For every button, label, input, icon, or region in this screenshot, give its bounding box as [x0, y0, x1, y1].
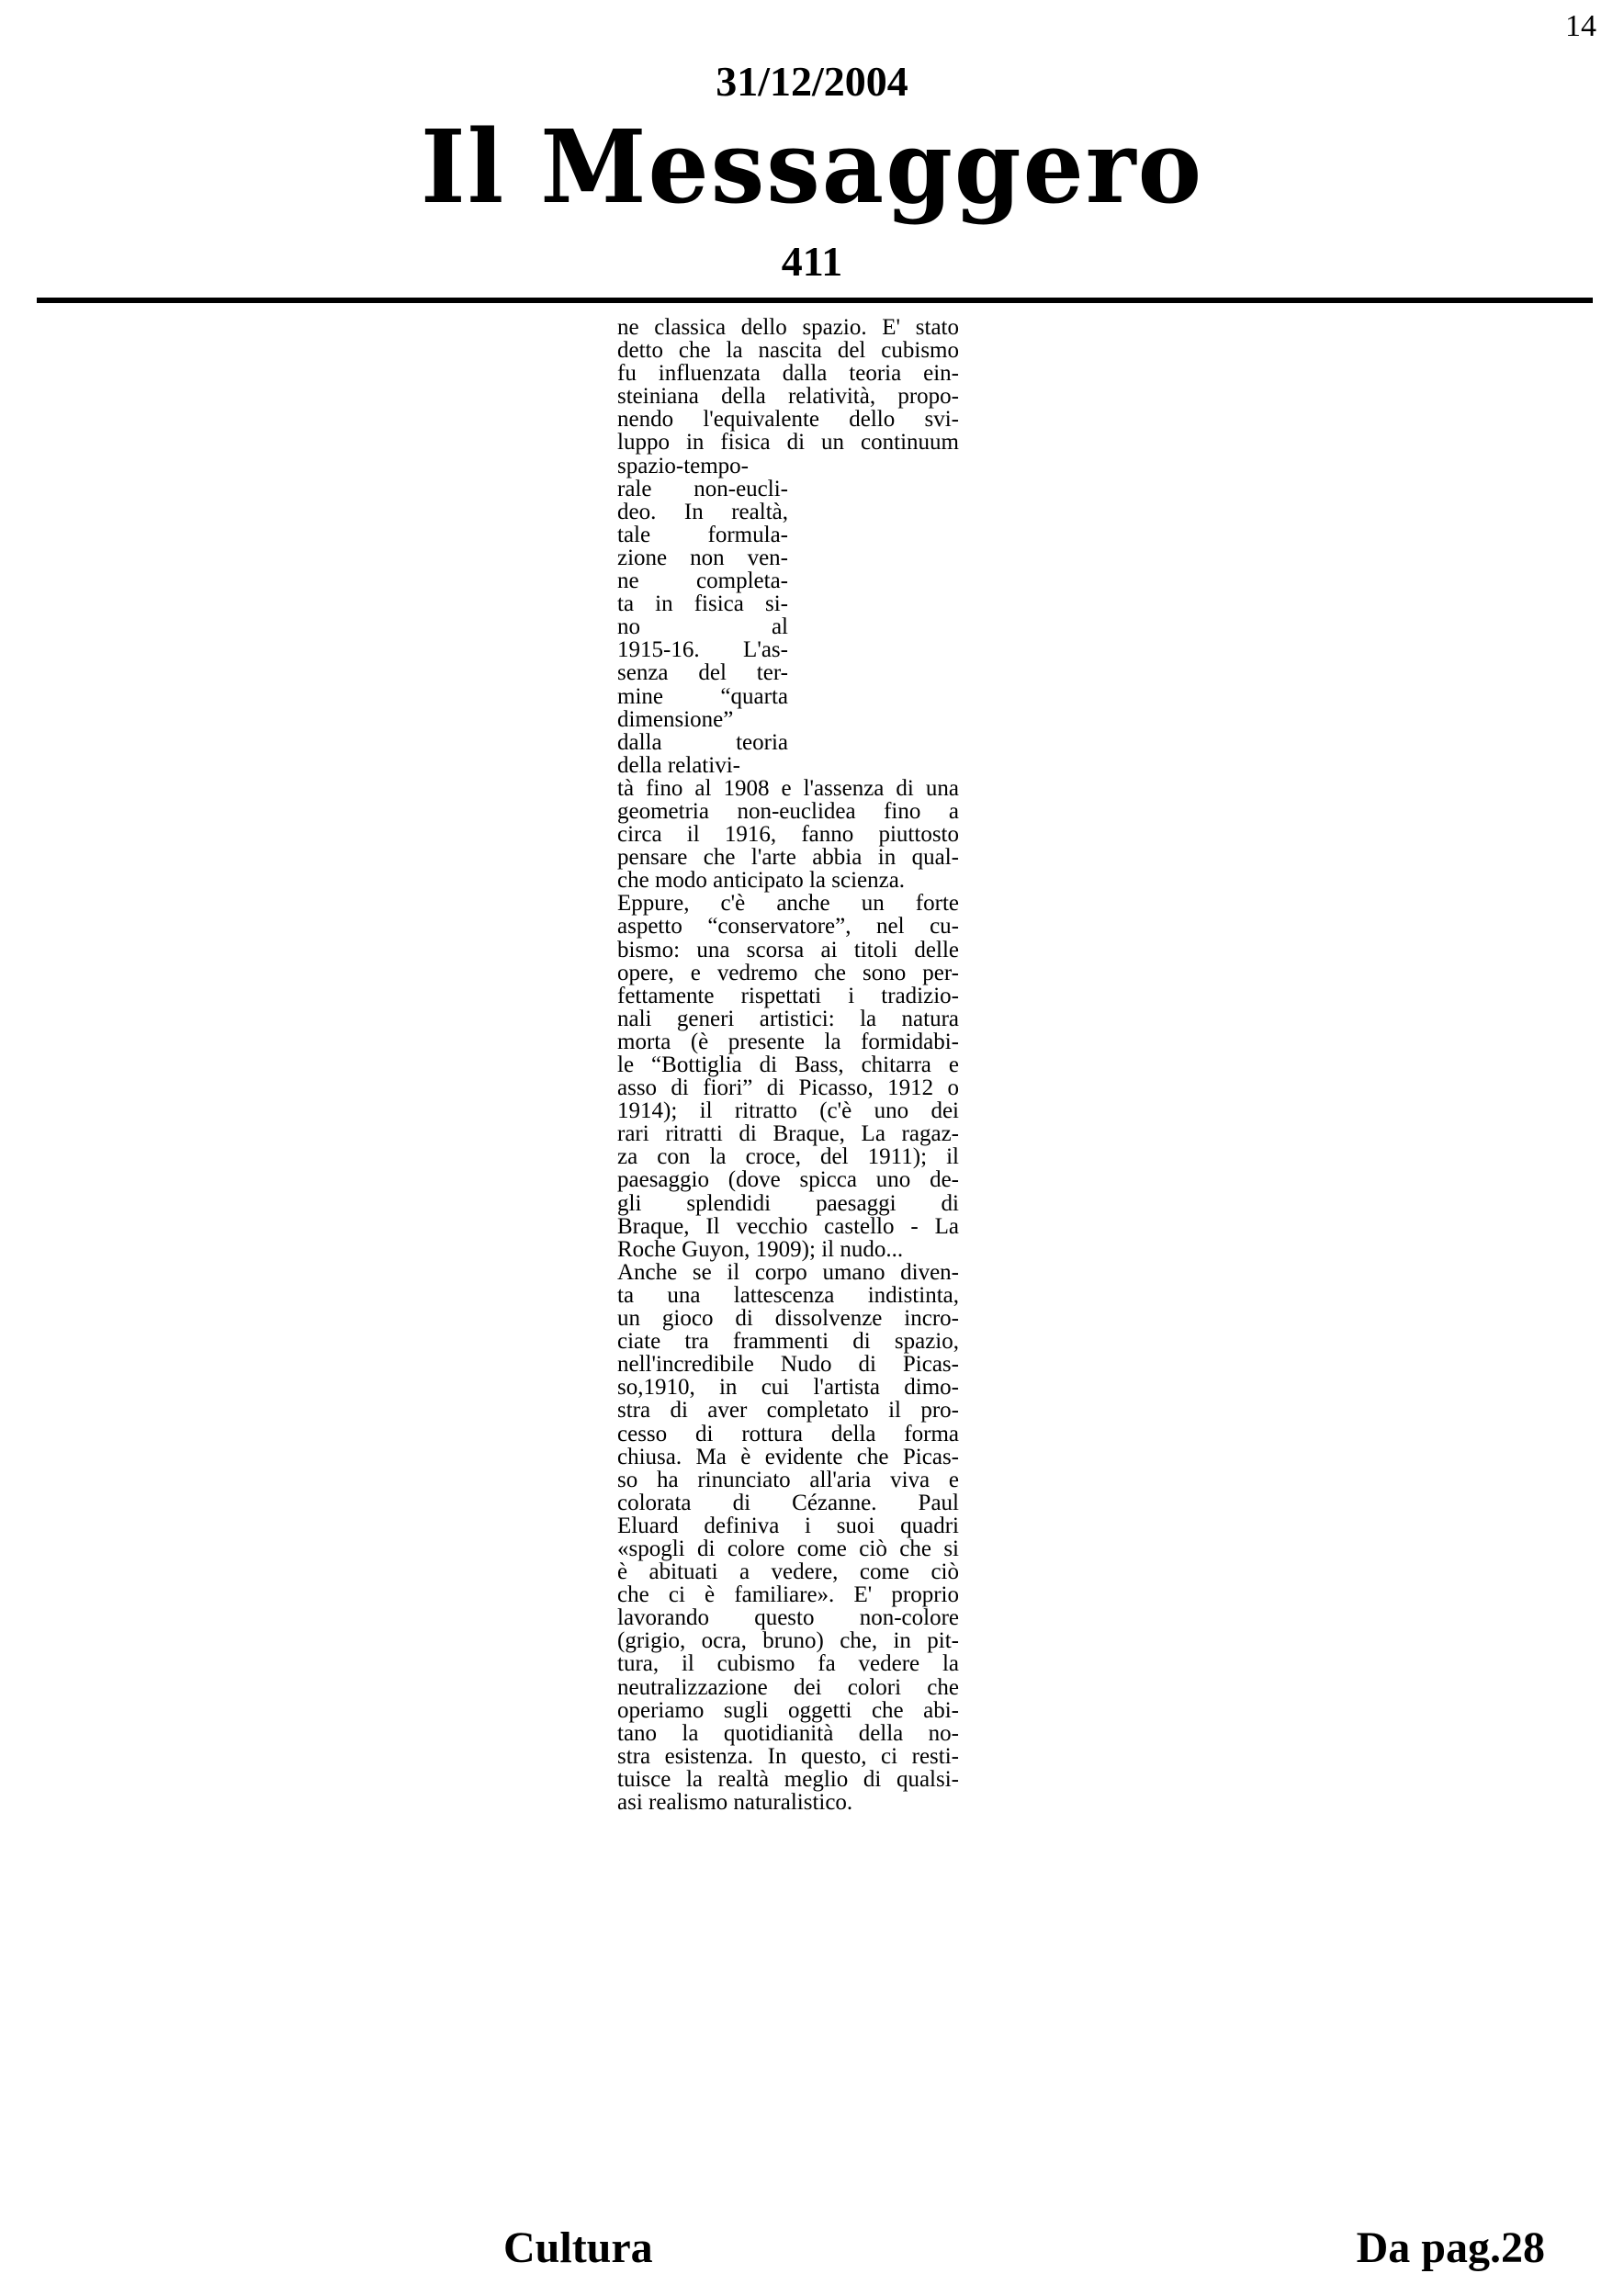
- article-line: 1914); il ritratto (c'è uno dei: [617, 1098, 959, 1124]
- article-line: ne classica dello spazio. E' stato: [617, 315, 959, 340]
- article-line: stra esistenza. In questo, ci resti-: [617, 1743, 959, 1769]
- article-line: so ha rinunciato all'aria viva e: [617, 1467, 959, 1492]
- article-line: tale formula-: [617, 522, 788, 547]
- article-line: nell'incredibile Nudo di Picas-: [617, 1352, 959, 1378]
- article-line: le “Bottiglia di Bass, chitarra e: [617, 1052, 959, 1077]
- article-line: za con la croce, del 1911); il: [617, 1144, 959, 1170]
- article-line: Anche se il corpo umano diven-: [617, 1259, 959, 1285]
- article-line: bismo: una scorsa ai titoli delle: [617, 937, 959, 962]
- article-line: fu influenzata dalla teoria ein-: [617, 361, 959, 387]
- article-line: fettamente rispettati i tradizio-: [617, 983, 959, 1008]
- article-line: steiniana della relatività, propo-: [617, 384, 959, 410]
- article-line: no al: [617, 614, 788, 640]
- article-line: asi realismo naturalistico.: [617, 1790, 853, 1815]
- article-line: rari ritratti di Braque, La ragaz-: [617, 1121, 959, 1147]
- article-line: (grigio, ocra, bruno) che, in pit-: [617, 1628, 959, 1654]
- article-line: aspetto “conservatore”, nel cu-: [617, 914, 959, 940]
- article-line: neutralizzazione dei colori che: [617, 1674, 959, 1700]
- article-line: asso di fiori” di Picasso, 1912 o: [617, 1075, 959, 1101]
- article-line: nendo l'equivalente dello svi-: [617, 407, 959, 433]
- header-divider: [37, 298, 1593, 303]
- page-number: 14: [1565, 9, 1596, 43]
- article-line: deo. In realtà,: [617, 499, 788, 524]
- article-line: 1915-16. L'as-: [617, 637, 788, 663]
- article-line: ciate tra frammenti di spazio,: [617, 1329, 959, 1355]
- article-line: Braque, Il vecchio castello - La: [617, 1213, 959, 1239]
- article-line: ta una lattescenza indistinta,: [617, 1282, 959, 1308]
- issue-number: 411: [781, 238, 843, 285]
- article-line: Eppure, c'è anche un forte: [617, 891, 959, 917]
- article-line: che modo anticipato la scienza.: [617, 868, 906, 894]
- article-line: geometria non-euclidea fino a: [617, 798, 959, 824]
- newspaper-masthead: Il Messaggero: [421, 107, 1203, 227]
- article-line: dalla teoria: [617, 729, 788, 755]
- article-line: un gioco di dissolvenze incro-: [617, 1306, 959, 1332]
- article-line: della relativi-: [617, 752, 740, 778]
- article-line: Eluard definiva i suoi quadri: [617, 1513, 959, 1538]
- article-line: dimensione”: [617, 706, 734, 732]
- article-line: mine “quarta: [617, 683, 788, 709]
- article-line: ne completa-: [617, 568, 788, 594]
- article-line: rale non-eucli-: [617, 476, 788, 501]
- article-line: detto che la nascita del cubismo: [617, 338, 959, 364]
- article-line: spazio-tempo-: [617, 453, 750, 478]
- article-line: pensare che l'arte abbia in qual-: [617, 845, 959, 871]
- article-line: lavorando questo non-colore: [617, 1605, 959, 1631]
- article-line: gli splendidi paesaggi di: [617, 1190, 959, 1216]
- article-line: stra di aver completato il pro-: [617, 1398, 959, 1424]
- article-line: colorata di Cézanne. Paul: [617, 1490, 959, 1515]
- article-line: zione non ven-: [617, 545, 788, 570]
- page-reference: Da pag.28: [1356, 2223, 1545, 2272]
- article-line: luppo in fisica di un continuum: [617, 430, 959, 456]
- article-line: so,1910, in cui l'artista dimo-: [617, 1375, 959, 1401]
- article-line: tà fino al 1908 e l'assenza di una: [617, 775, 959, 801]
- article-line: è abituati a vedere, come ciò: [617, 1559, 959, 1585]
- article-line: paesaggio (dove spicca uno de-: [617, 1167, 959, 1193]
- article-line: chiusa. Ma è evidente che Picas-: [617, 1444, 959, 1469]
- article-line: opere, e vedremo che sono per-: [617, 960, 959, 985]
- article-line: ta in fisica si-: [617, 591, 788, 617]
- publication-date: 31/12/2004: [716, 58, 908, 105]
- article-column: [617, 316, 959, 1814]
- article-line: che ci è familiare». E' proprio: [617, 1582, 959, 1608]
- article-line: tano la quotidianità della no-: [617, 1720, 959, 1746]
- article-line: tura, il cubismo fa vedere la: [617, 1651, 959, 1677]
- section-name: Cultura: [503, 2223, 653, 2272]
- article-line: Roche Guyon, 1909); il nudo...: [617, 1236, 904, 1262]
- article-line: tuisce la realtà meglio di qualsi-: [617, 1766, 959, 1792]
- article-line: operiamo sugli oggetti che abi-: [617, 1697, 959, 1723]
- article-line: nali generi artistici: la natura: [617, 1006, 959, 1031]
- article-line: «spogli di colore come ciò che si: [617, 1536, 959, 1561]
- article-line: circa il 1916, fanno piuttosto: [617, 822, 959, 848]
- article-line: morta (è presente la formidabi-: [617, 1029, 959, 1054]
- article-line: cesso di rottura della forma: [617, 1421, 959, 1446]
- article-line: senza del ter-: [617, 660, 788, 686]
